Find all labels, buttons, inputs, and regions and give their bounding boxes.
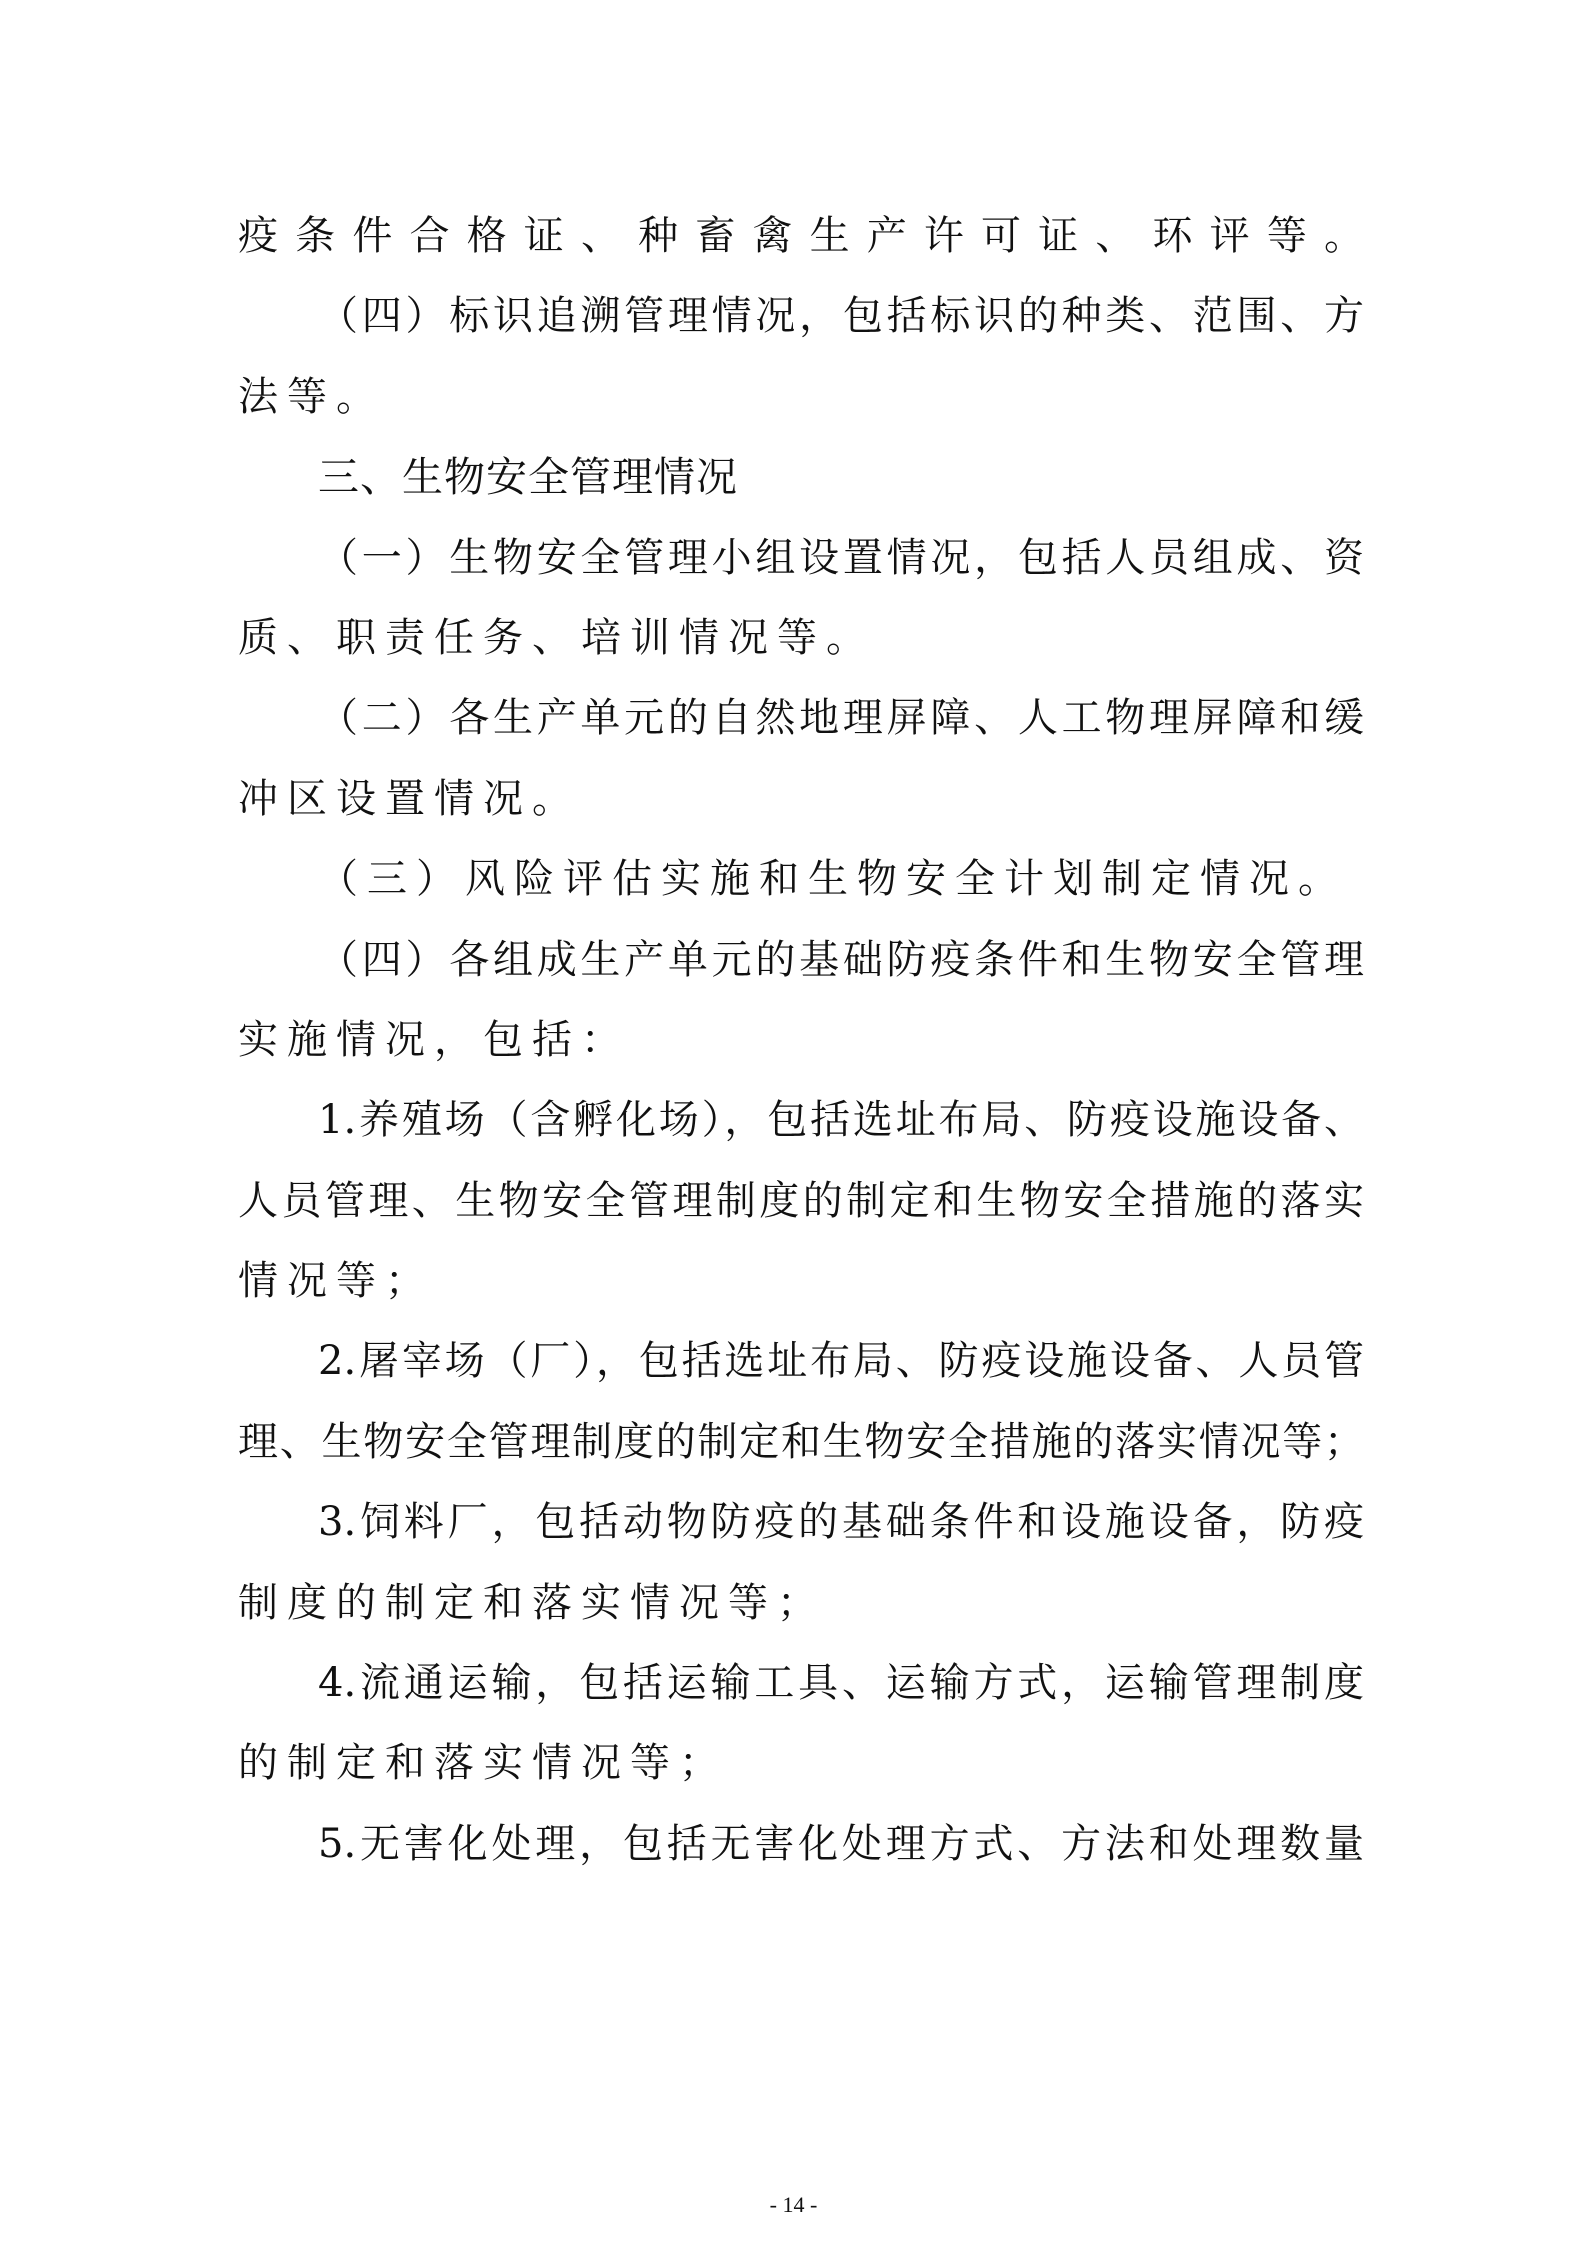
text-line: 4.流通运输，包括运输工具、运输方式，运输管理制度 [318,1660,1364,1707]
text-line: 冲区设置情况。 [238,775,581,822]
text-line: （一）生物安全管理小组设置情况，包括人员组成、资 [318,534,1364,581]
text-line: 质、职责任务、培训情况等。 [238,614,875,661]
section-heading: 三、生物安全管理情况 [318,453,738,502]
body-text [238,196,1364,1884]
text-line: 法等。 [238,373,385,420]
text-line: （三）风险评估实施和生物安全计划制定情况。 [318,856,1347,903]
text-line: （四）各组成生产单元的基础防疫条件和生物安全管理 [318,936,1364,983]
text-line: 1.养殖场（含孵化场），包括选址布局、防疫设施设备、 [318,1097,1364,1144]
text-line: 2.屠宰场（厂），包括选址布局、防疫设施设备、人员管 [318,1338,1364,1385]
page-number: - 14 - [769,2192,818,2217]
text-line: 实施情况，包括： [238,1016,630,1063]
text-line: 的制定和落实情况等； [238,1740,728,1787]
text-line: 5.无害化处理，包括无害化处理方式、方法和处理数量 [318,1820,1364,1867]
text-line: 人员管理、生物安全管理制度的制定和生物安全措施的落实 [238,1177,1364,1224]
text-line: 理、生物安全管理制度的制定和生物安全措施的落实情况等； [238,1418,1364,1465]
text-line: 3.饲料厂，包括动物防疫的基础条件和设施设备，防疫 [318,1499,1364,1546]
text-line: 疫条件合格证、种畜禽生产许可证、环评等。 [238,213,1364,259]
text-line: （二）各生产单元的自然地理屏障、人工物理屏障和缓 [318,695,1364,742]
text-line: （四）标识追溯管理情况，包括标识的种类、范围、方 [318,293,1364,340]
text-line: 情况等； [238,1258,434,1305]
text-line: 制度的制定和落实情况等； [238,1579,826,1626]
